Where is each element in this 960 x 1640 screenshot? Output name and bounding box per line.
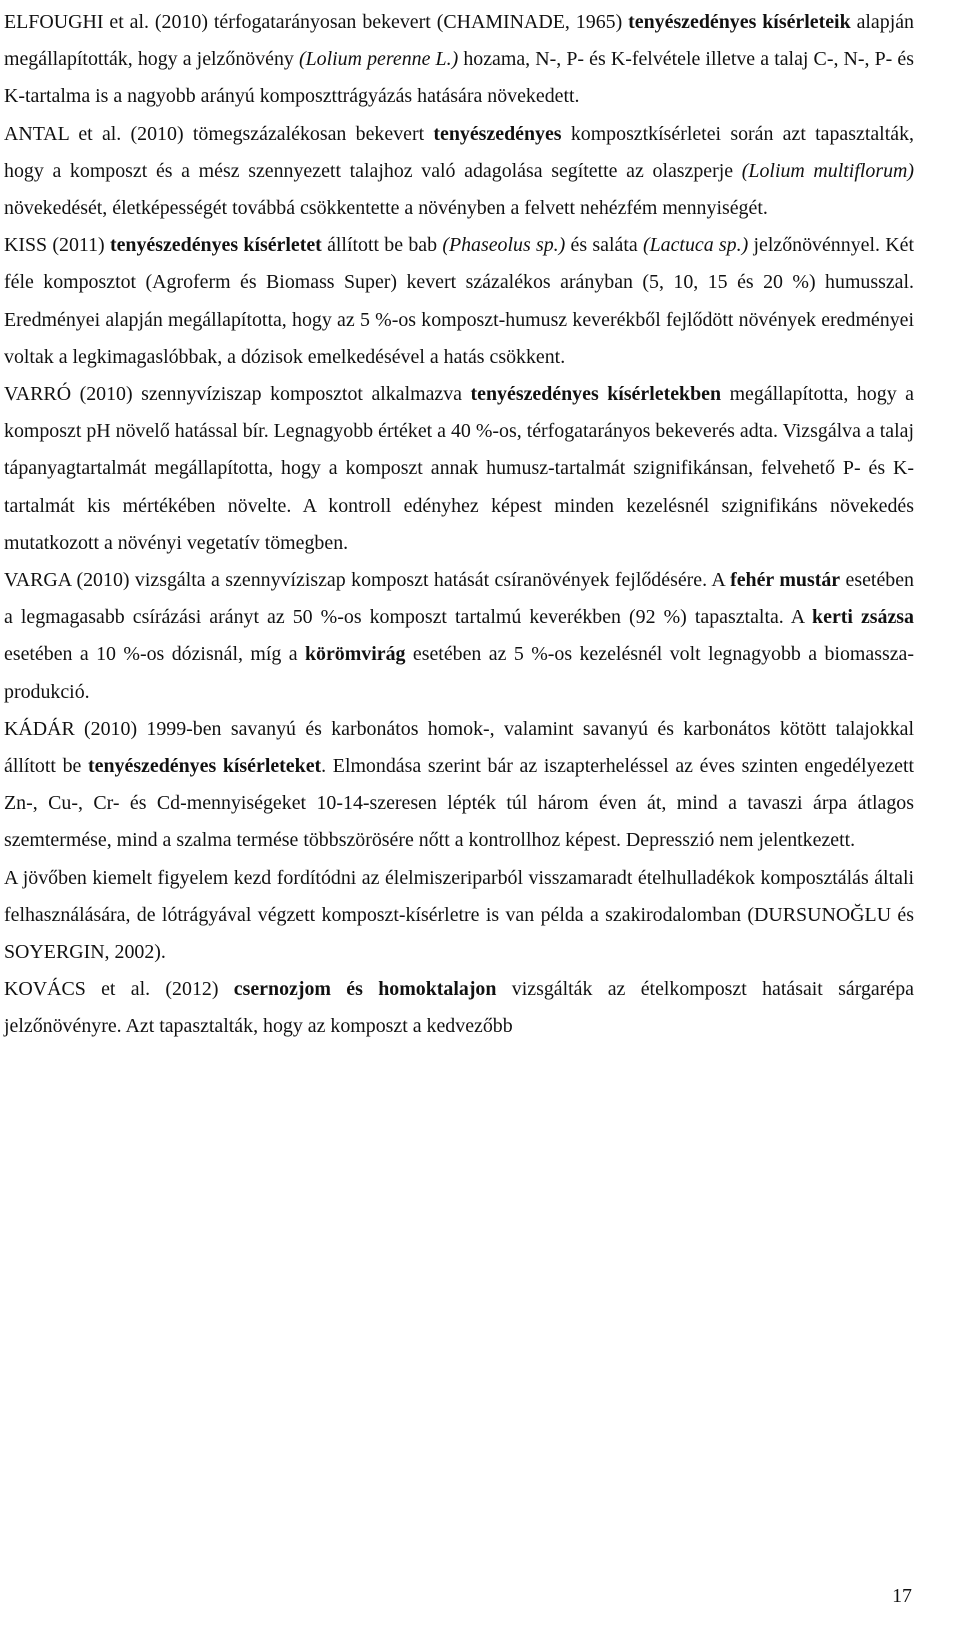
text-run: állított be bab bbox=[321, 234, 443, 257]
paragraph-varro bbox=[4, 376, 914, 562]
text-run: VARGA (2010) vizsgálta a szennyvíziszap komposzt hatását csíranövények fejlődésére. A bbox=[4, 569, 731, 592]
paragraph-kadar bbox=[4, 711, 914, 860]
text-run: . Elmondása szerint bár az iszapterheléssel az éves szinten engedélyezett Zn-, Cu-, Cr- és Cd-mennyiségeket 10-14-szeresen lépték túl három éven át, mind a tavaszi árpa átlagos szemtermése, mind a szalma termése többszörösére nőtt a kontrollhoz képest. Depresszió nem jelentkezett. bbox=[4, 755, 914, 852]
text-run: VARRÓ (2010) szennyvíziszap komposztot alkalmazva bbox=[4, 383, 471, 406]
text-run: KOVÁCS et al. (2012) bbox=[4, 978, 234, 1001]
text-run: komposztkísérletei során azt tapasztalták, hogy a komposzt és a mész szennyezett talajhoz való adagolása segítette az olaszperje bbox=[4, 122, 914, 182]
text-run: esetében az 5 %-os kezelésnél volt legnagyobb a biomassza-produkció. bbox=[4, 643, 914, 703]
bold-text-run: tenyészedényes kísérletekben bbox=[470, 383, 722, 406]
text-run: esetében a legmagasabb csírázási arányt az 50 %-os komposzt tartalmú keverékben (92 %) tapasztalta. A bbox=[4, 569, 915, 629]
text-run: és saláta bbox=[565, 234, 643, 257]
bold-text-run: kerti zsázsa bbox=[812, 606, 914, 629]
bold-text-run: tenyészedényes kísérletet bbox=[109, 234, 322, 257]
text-run: hozama, N-, P- és K-felvétele illetve a talaj C-, N-, P- és K-tartalma is a nagyobb arányú komposzttrágyázás hatására növekedett. bbox=[4, 48, 914, 108]
italic-text-run: (Lactuca sp.) bbox=[642, 234, 749, 257]
bold-text-run: tenyészedényes kísérleteik bbox=[628, 11, 851, 33]
text-run: alapján megállapították, hogy a jelzőnövény bbox=[4, 11, 915, 71]
text-run: megállapította, hogy a komposzt pH növelő hatással bír. Legnagyobb értéket a 40 %-os, térfogatarányos bekeverés adta. Vizsgálva a talaj tápanyagtartalmát megállapította, hogy a komposzt annak humusz-tartalmát szignifikánsan, felvehető P- és K-tartalmát kis mértékében növelte. A kontroll edényhez képest minden kezelésnél szignifikáns növekedés mutatkozott a növényi vegetatív tömegben. bbox=[4, 383, 915, 554]
text-run: KÁDÁR (2010) 1999-ben savanyú és karbonátos homok-, valamint savanyú és karbonátos kötött talajokkal állított be bbox=[4, 717, 914, 778]
bold-text-run: fehér mustár bbox=[730, 569, 841, 592]
text-run: KISS (2011) bbox=[4, 234, 110, 257]
bold-text-run: körömvirág bbox=[304, 643, 406, 666]
text-run: vizsgálták az ételkomposzt hatásait sárgarépa jelzőnövényre. Azt tapasztalták, hogy az komposzt a kedvezőbb bbox=[4, 978, 914, 1038]
paragraph-kiss bbox=[4, 227, 914, 376]
text-run: ANTAL et al. (2010) tömegszázalékosan bekevert bbox=[4, 122, 434, 145]
bold-text-run: tenyészedényes bbox=[433, 122, 562, 145]
paragraph-food-waste-compost bbox=[4, 860, 914, 972]
text-run: A jövőben kiemelt figyelem kezd fordítódni az élelmiszeriparból visszamaradt ételhulladékok komposztálás általi felhasználására, de lótrágyával végzett komposzt-kísérletre is van példa a szakirodalomban (DURSUNOĞLU és SOYERGIN, 2002). bbox=[4, 866, 914, 964]
page-number: 17 bbox=[892, 1585, 912, 1607]
bold-text-run: tenyészedényes kísérleteket bbox=[88, 755, 322, 778]
italic-text-run: (Phaseolus sp.) bbox=[442, 234, 566, 257]
document-body bbox=[4, 4, 914, 1046]
paragraph-kovacs bbox=[4, 971, 914, 1045]
italic-text-run: (Lolium perenne L.) bbox=[299, 48, 459, 71]
paragraph-varga bbox=[4, 562, 914, 711]
paragraph-antal bbox=[4, 116, 914, 228]
bold-text-run: csernozjom és homoktalajon bbox=[233, 978, 497, 1001]
text-run: növekedését, életképességét továbbá csökkentette a növényben a felvett nehézfém mennyiségét. bbox=[4, 197, 768, 220]
text-run: esetében a 10 %-os dózisnál, míg a bbox=[4, 643, 305, 666]
text-run: ELFOUGHI et al. (2010) térfogatarányosan bekevert (CHAMINADE, 1965) bbox=[4, 11, 629, 33]
text-run: jelzőnövénnyel. Két féle komposztot (Agroferm és Biomass Super) kevert százalékos arányban (5, 10, 15 és 20 %) humusszal. Eredményei alapján megállapította, hogy az 5 %-os komposzt-humusz keverékből fejlődött növények eredményei voltak a legkimagaslóbbak, a dózisok emelkedésével a hatás csökkent. bbox=[4, 234, 914, 368]
paragraph-elfoughi bbox=[4, 4, 914, 116]
italic-text-run: (Lolium multiflorum) bbox=[741, 159, 914, 182]
